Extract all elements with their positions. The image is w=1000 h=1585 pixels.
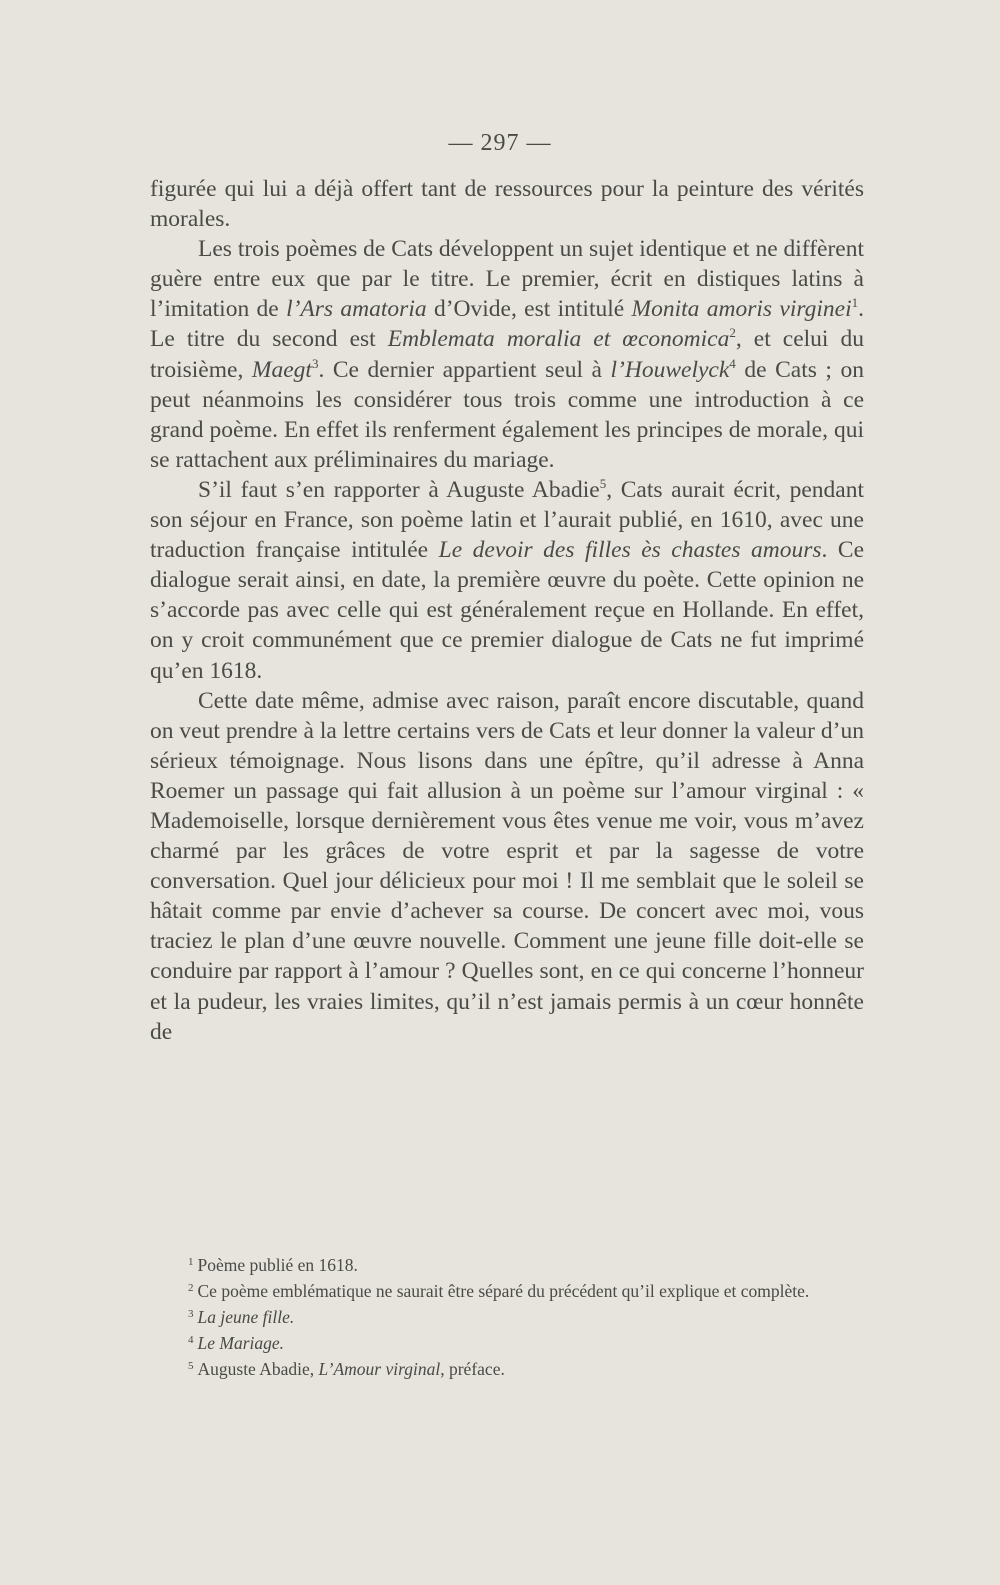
title-houwelyck: l’Houwelyck xyxy=(610,356,730,383)
text-run: . Ce dialogue serait ainsi, en date, la première œuvre du poète. Cette opinion ne s’accorde pas avec celle qui est généralement reçue en Hollande. En effet, on y croit communément que ce premier dialogue de Cats ne fut imprimé qu’en 1618. xyxy=(150,537,865,684)
footnote-number: 2 xyxy=(188,1282,194,1294)
footnote-number: 5 xyxy=(188,1360,194,1372)
footnote-text: La jeune fille. xyxy=(197,1307,295,1327)
footnote-text: , préface. xyxy=(440,1359,505,1379)
paragraph-2 xyxy=(150,234,864,475)
text-run: de Cats ; on peut néanmoins les considérer tous trois comme une introduction à ce grand poème. En effet ils renferment également les principes de morale, qui se rattachent aux préliminaires du mariage. xyxy=(150,356,865,473)
footnote-ref-3: 3 xyxy=(311,355,319,371)
text-run: Les trois poèmes de Cats développent un sujet identique et ne diffèrent guère entre eux que par le titre. Le premier, écrit en distiques latins à l’imitation de xyxy=(150,236,864,323)
footnote-number: 1 xyxy=(188,1256,194,1268)
footnote-title: L’Amour virginal xyxy=(318,1359,441,1379)
text-run: S’il faut s’en rapporter à Auguste Abadie xyxy=(198,476,600,503)
footnote-number: 3 xyxy=(188,1308,194,1320)
footnote-ref-4: 4 xyxy=(729,355,736,371)
title-monita: Monita amoris virginei xyxy=(631,296,852,323)
footnote-ref-5: 5 xyxy=(599,475,607,491)
text-run: d’Ovide, est intitulé xyxy=(426,296,632,323)
footnote-text: Le Mariage. xyxy=(197,1333,285,1353)
footnote-2 xyxy=(150,1278,872,1304)
footnote-text: Poème publié en 1618. xyxy=(197,1255,358,1275)
text-run: , et celui du troisième, xyxy=(150,326,864,383)
main-text xyxy=(150,174,864,1047)
title-maegt: Maegt xyxy=(251,356,312,383)
footnote-1 xyxy=(150,1252,872,1278)
footnote-4 xyxy=(150,1330,872,1356)
footnote-5 xyxy=(150,1356,872,1382)
title-emblemata: Emblemata moralia et œconomica xyxy=(387,326,730,353)
footnote-number: 4 xyxy=(188,1334,194,1346)
page-number: — 297 — xyxy=(448,130,552,156)
footnote-text: Ce poème emblématique ne saurait être séparé du précédent qu’il explique et complète. xyxy=(197,1281,810,1301)
footnote-ref-1: 1 xyxy=(851,295,859,311)
text-run: . Le titre du second est xyxy=(150,296,865,353)
text-run: , Cats aurait écrit, pendant son séjour en France, son poème latin et l’aurait publié, en 1610, avec une traduction française intitulée xyxy=(150,476,864,564)
footnotes xyxy=(150,1252,872,1382)
title-ars-amatoria: l’Ars amatoria xyxy=(286,296,427,323)
paragraph-3 xyxy=(150,475,864,686)
paragraph-4: Cette date même, admise avec raison, paraît encore discutable, quand on veut prendre à la lettre certains vers de Cats et leur donner la valeur d’un sérieux témoignage. Nous lisons dans une épître, qu’il adresse à Anna Roemer un passage qui fait allusion à un poème sur l’amour virginal : « Mademoiselle, lorsque dernièrement vous êtes venue me voir, vous m’avez charmé par les grâces de votre esprit et par la sagesse de votre conversation. Quel jour délicieux pour moi ! Il me semblait que le soleil se hâtait comme par envie d’achever sa course. De concert avec moi, vous traciez le plan d’une œuvre nouvelle. Comment une jeune fille doit-elle se conduire par rapport à l’amour ? Quelles sont, en ce qui concerne l’honneur et la pudeur, les vraies limites, qu’il n’est jamais permis à un cœur honnête de xyxy=(150,687,864,1045)
footnote-text: Auguste Abadie, xyxy=(197,1359,319,1379)
title-le-devoir: Le devoir des filles ès chastes amours xyxy=(438,537,822,564)
footnote-ref-2: 2 xyxy=(729,325,736,341)
text-run: . Ce dernier appartient seul à xyxy=(318,356,611,383)
footnote-3 xyxy=(150,1304,872,1330)
paragraph-1: figurée qui lui a déjà offert tant de ressources pour la peinture des vérités morales. xyxy=(150,176,864,233)
